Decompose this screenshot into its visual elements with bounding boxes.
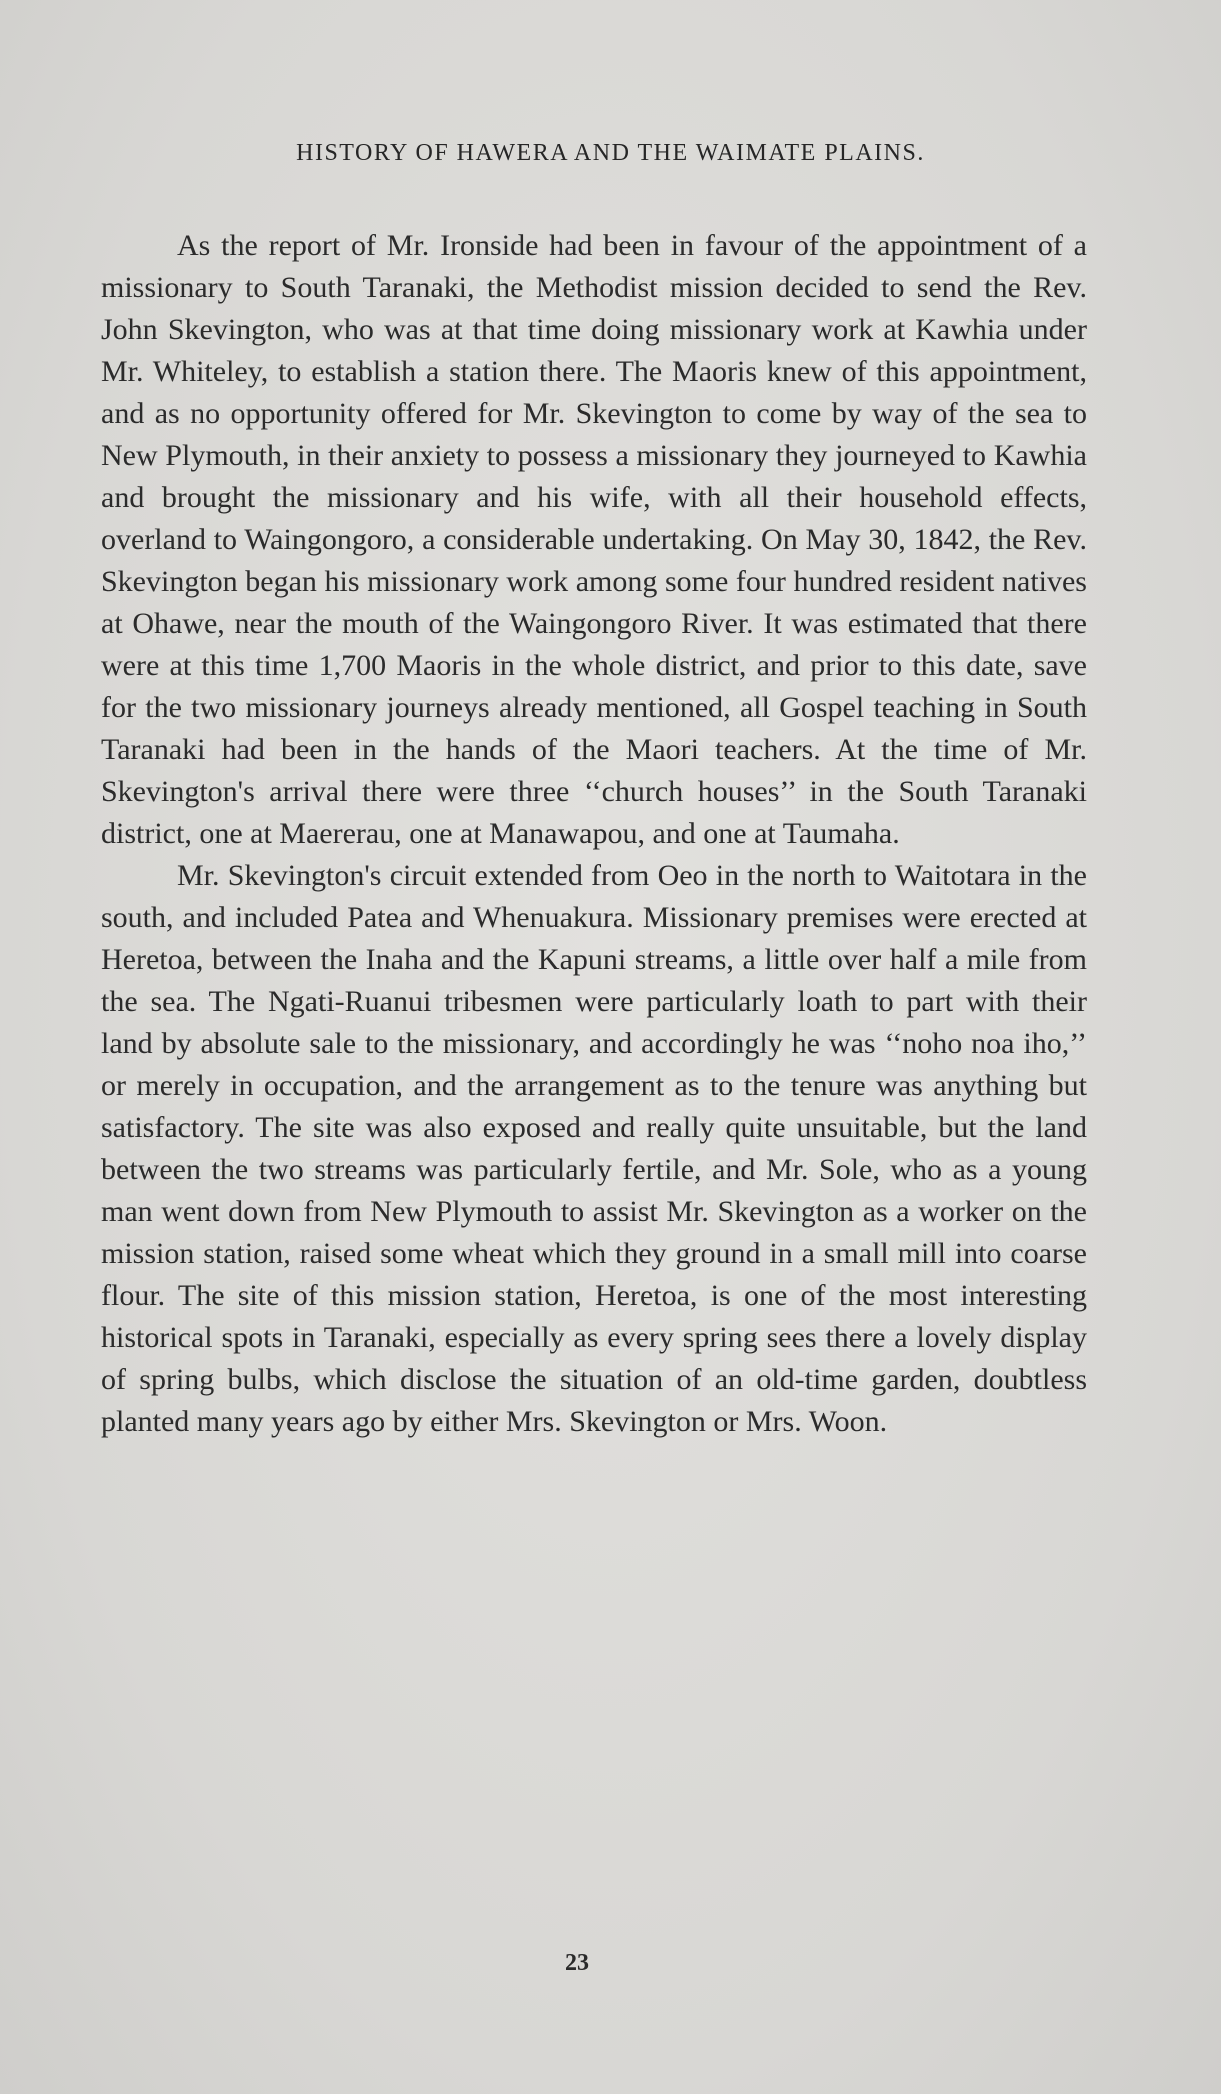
page-number: 23 [565,1950,589,1976]
body-text [101,225,1087,1443]
paragraph-2: Mr. Skevington's circuit extended from Oeo in the north to Waitotara in the south, and included Patea and Whenuakura. Missionary premises were erected at Heretoa, between the Inaha and the Kapuni streams, a little over half a mile from the sea. The Ngati-Ruanui tribesmen were particularly loath to part with their land by absolute sale to the missionary, and accordingly he was ‘‘noho noa iho,’’ or merely in occupation, and the arrangement as to the tenure was anything but satisfactory. The site was also exposed and really quite unsuitable, but the land between the two streams was particularly fertile, and Mr. Sole, who as a young man went down from New Plymouth to assist Mr. Skevington as a worker on the mission station, raised some wheat which they ground in a small mill into coarse flour. The site of this mission station, Heretoa, is one of the most interesting historical spots in Taranaki, especially as every spring sees there a lovely display of spring bulbs, which disclose the situation of an old-time garden, doubtless planted many years ago by either Mrs. Skevington or Mrs. Woon. [101,859,1087,1438]
running-head: HISTORY OF HAWERA AND THE WAIMATE PLAINS. [296,140,925,166]
paragraph-1: As the report of Mr. Ironside had been in favour of the appointment of a missionary to South Taranaki, the Methodist mission decided to send the Rev. John Skevington, who was at that time doing missionary work at Kawhia under Mr. Whiteley, to establish a station there. The Maoris knew of this appointment, and as no opportunity offered for Mr. Skevington to come by way of the sea to New Plymouth, in their anxiety to possess a missionary they journeyed to Kawhia and brought the missionary and his wife, with all their household effects, overland to Waingongoro, a considerable undertaking. On May 30, 1842, the Rev. Skevington began his missionary work among some four hundred resident natives at Ohawe, near the mouth of the Waingongoro River. It was estimated that there were at this time 1,700 Maoris in the whole district, and prior to this date, save for the two missionary journeys already mentioned, all Gospel teaching in South Taranaki had been in the hands of the Maori teachers. At the time of Mr. Skevington's arrival there were three ‘‘church houses’’ in the South Taranaki district, one at Maererau, one at Manawapou, and one at Taumaha. [101,229,1087,850]
